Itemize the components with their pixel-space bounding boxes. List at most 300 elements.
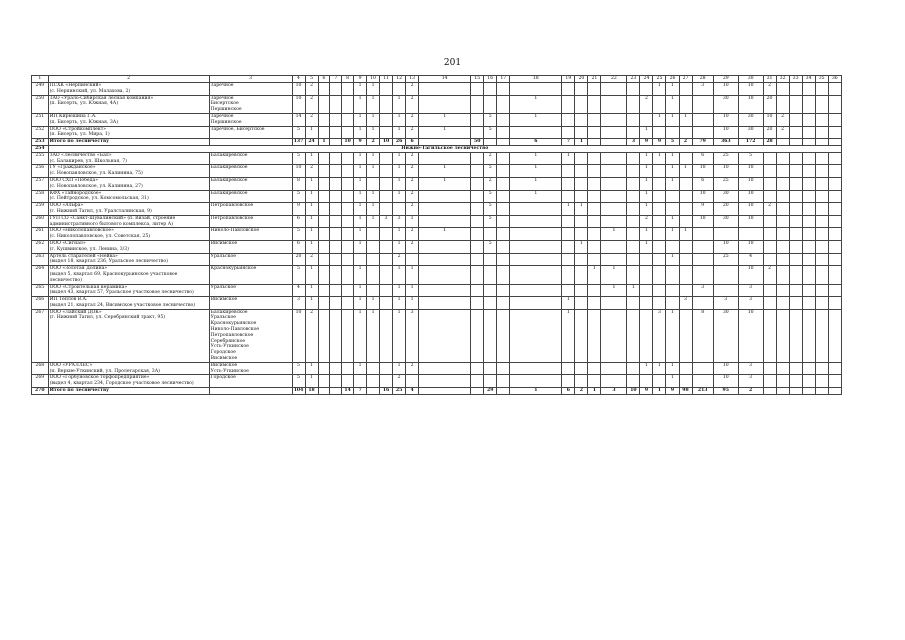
value-cell bbox=[497, 165, 510, 178]
column-header: 32 bbox=[776, 76, 789, 83]
value-cell bbox=[601, 177, 627, 190]
value-cell: 1 bbox=[393, 266, 406, 284]
value-cell bbox=[653, 375, 666, 388]
value-cell bbox=[763, 190, 776, 203]
value-cell bbox=[510, 240, 562, 253]
row-number: 253 bbox=[32, 139, 49, 146]
value-cell bbox=[776, 228, 789, 241]
value-cell: 2 bbox=[640, 95, 653, 113]
row-number: 258 bbox=[32, 190, 49, 203]
row-number: 259 bbox=[32, 203, 49, 216]
value-cell: 1 bbox=[354, 190, 367, 203]
value-cell: 1 bbox=[367, 152, 380, 165]
value-cell: 2 bbox=[406, 177, 419, 190]
value-cell bbox=[562, 228, 575, 241]
value-cell bbox=[330, 95, 342, 113]
value-cell: 1 bbox=[666, 253, 679, 266]
table-row bbox=[32, 266, 842, 284]
value-cell bbox=[380, 83, 393, 96]
forestry-area: Балакиревское bbox=[209, 190, 292, 203]
value-cell: 1 bbox=[666, 83, 679, 96]
value-cell bbox=[471, 215, 484, 228]
value-cell: 6 bbox=[692, 152, 713, 165]
value-cell bbox=[497, 253, 510, 266]
column-header: 15 bbox=[471, 76, 484, 83]
value-cell bbox=[653, 95, 666, 113]
value-cell bbox=[588, 83, 601, 96]
value-cell bbox=[575, 126, 588, 139]
value-cell: 2 bbox=[393, 253, 406, 266]
value-cell bbox=[471, 126, 484, 139]
value-cell bbox=[342, 126, 354, 139]
value-cell bbox=[666, 284, 679, 297]
value-cell: 1 bbox=[419, 228, 471, 241]
value-cell bbox=[627, 95, 640, 113]
column-header: 9 bbox=[354, 76, 367, 83]
value-cell bbox=[828, 309, 841, 362]
value-cell bbox=[713, 266, 738, 284]
value-cell bbox=[776, 284, 789, 297]
value-cell bbox=[789, 83, 802, 96]
column-header: 35 bbox=[815, 76, 828, 83]
value-cell bbox=[692, 362, 713, 375]
value-cell: 1 bbox=[575, 139, 588, 146]
value-cell: 1 bbox=[510, 190, 562, 203]
value-cell bbox=[342, 95, 354, 113]
value-cell bbox=[342, 83, 354, 96]
value-cell: 24 bbox=[305, 139, 318, 146]
value-cell bbox=[342, 362, 354, 375]
value-cell: 1 bbox=[367, 126, 380, 139]
value-cell bbox=[692, 253, 713, 266]
table-row bbox=[32, 113, 842, 126]
value-cell: 1 bbox=[406, 266, 419, 284]
organization-name: ООО «Альфа» (г. Нижний Тагил, ул. Уралсталинская, 9) bbox=[48, 203, 209, 216]
organization-name: ООО СХП «Победа» (с. Новопавловское, ул. Калинина, 27) bbox=[48, 177, 209, 190]
value-cell: 2 bbox=[367, 139, 380, 146]
value-cell bbox=[588, 215, 601, 228]
value-cell: 14 bbox=[342, 388, 354, 395]
value-cell bbox=[330, 190, 342, 203]
value-cell bbox=[484, 253, 497, 266]
value-cell bbox=[653, 203, 666, 216]
value-cell: 10 bbox=[692, 215, 713, 228]
value-cell: 2 bbox=[763, 266, 776, 284]
value-cell bbox=[419, 375, 471, 388]
value-cell bbox=[789, 297, 802, 310]
value-cell: 1 bbox=[562, 152, 575, 165]
value-cell: 10 bbox=[292, 165, 305, 178]
value-cell: 1 bbox=[393, 165, 406, 178]
value-cell: 30 bbox=[713, 95, 738, 113]
table-row bbox=[32, 177, 842, 190]
value-cell: 5 bbox=[484, 215, 497, 228]
value-cell: 1 bbox=[679, 165, 692, 178]
value-cell: 1 bbox=[601, 284, 627, 297]
value-cell bbox=[471, 83, 484, 96]
value-cell bbox=[575, 215, 588, 228]
organization-name: КФХ «Тайнородское» (с. Пейтродское, ул. Комсомольская, 31) bbox=[48, 190, 209, 203]
value-cell bbox=[318, 126, 330, 139]
row-number: 264 bbox=[32, 266, 49, 284]
value-cell: 1 bbox=[419, 113, 471, 126]
value-cell: 1 bbox=[354, 240, 367, 253]
value-cell bbox=[776, 203, 789, 216]
value-cell: 2 bbox=[763, 203, 776, 216]
value-cell: 2 bbox=[393, 375, 406, 388]
value-cell bbox=[776, 165, 789, 178]
value-cell bbox=[510, 375, 562, 388]
value-cell bbox=[815, 388, 828, 395]
value-cell bbox=[692, 126, 713, 139]
column-header: 4 bbox=[292, 76, 305, 83]
value-cell: 30 bbox=[738, 113, 763, 126]
row-number: 255 bbox=[32, 152, 49, 165]
value-cell bbox=[789, 190, 802, 203]
value-cell: 3 bbox=[738, 284, 763, 297]
value-cell bbox=[471, 266, 484, 284]
value-cell bbox=[802, 266, 815, 284]
forestry-area: Заречное Бисертское Першинское bbox=[209, 95, 292, 113]
value-cell bbox=[802, 309, 815, 362]
value-cell bbox=[627, 83, 640, 96]
value-cell bbox=[380, 284, 393, 297]
value-cell bbox=[828, 284, 841, 297]
value-cell: 5 bbox=[292, 266, 305, 284]
value-cell: 1 bbox=[367, 83, 380, 96]
value-cell bbox=[815, 83, 828, 96]
value-cell bbox=[763, 152, 776, 165]
column-header: 30 bbox=[738, 76, 763, 83]
value-cell bbox=[828, 139, 841, 146]
value-cell bbox=[510, 126, 562, 139]
value-cell: 2 bbox=[406, 126, 419, 139]
value-cell bbox=[653, 253, 666, 266]
value-cell: 1 bbox=[640, 190, 653, 203]
value-cell: 1 bbox=[653, 362, 666, 375]
organization-name: ООО «Горбуновское торфопредприятие» (выдел 4, квартал 234, Городское участковое лесничество) bbox=[48, 375, 209, 388]
value-cell bbox=[330, 139, 342, 146]
value-cell bbox=[679, 375, 692, 388]
value-cell bbox=[588, 95, 601, 113]
value-cell bbox=[367, 240, 380, 253]
value-cell bbox=[330, 113, 342, 126]
value-cell bbox=[679, 362, 692, 375]
value-cell bbox=[471, 177, 484, 190]
value-cell: 10 bbox=[738, 95, 763, 113]
value-cell bbox=[484, 83, 497, 96]
value-cell: 2 bbox=[305, 83, 318, 96]
table-row bbox=[32, 309, 842, 362]
value-cell: 1 bbox=[666, 152, 679, 165]
value-cell: 1 bbox=[354, 297, 367, 310]
value-cell bbox=[484, 95, 497, 113]
value-cell: 10 bbox=[692, 190, 713, 203]
forestry-area: Висимское bbox=[209, 297, 292, 310]
value-cell: 3 bbox=[393, 215, 406, 228]
value-cell bbox=[627, 113, 640, 126]
value-cell: 1 bbox=[305, 215, 318, 228]
column-header: 34 bbox=[802, 76, 815, 83]
value-cell bbox=[406, 253, 419, 266]
value-cell bbox=[776, 240, 789, 253]
value-cell bbox=[342, 215, 354, 228]
organization-name: ПСХК «Нерпинский» (с. Нерпинский, ул. Малахова, 2) bbox=[48, 83, 209, 96]
value-cell bbox=[815, 309, 828, 362]
value-cell: 16 bbox=[380, 388, 393, 395]
column-header: 36 bbox=[828, 76, 841, 83]
value-cell: 3 bbox=[601, 388, 627, 395]
value-cell bbox=[763, 228, 776, 241]
value-cell bbox=[802, 126, 815, 139]
value-cell bbox=[802, 215, 815, 228]
value-cell: 9 bbox=[640, 139, 653, 146]
column-header: 28 bbox=[692, 76, 713, 83]
value-cell bbox=[601, 362, 627, 375]
value-cell bbox=[342, 253, 354, 266]
value-cell bbox=[588, 375, 601, 388]
value-cell bbox=[815, 228, 828, 241]
value-cell: 10 bbox=[692, 165, 713, 178]
value-cell: 2 bbox=[406, 113, 419, 126]
row-number: 263 bbox=[32, 253, 49, 266]
value-cell bbox=[342, 228, 354, 241]
value-cell bbox=[828, 190, 841, 203]
forestry-area: Балакиревское bbox=[209, 152, 292, 165]
value-cell bbox=[692, 95, 713, 113]
value-cell bbox=[763, 297, 776, 310]
value-cell bbox=[484, 297, 497, 310]
value-cell bbox=[828, 297, 841, 310]
value-cell: 6 bbox=[692, 177, 713, 190]
value-cell bbox=[815, 139, 828, 146]
value-cell: 2 bbox=[763, 83, 776, 96]
forestry-area: Уральское bbox=[209, 284, 292, 297]
value-cell bbox=[367, 284, 380, 297]
value-cell: 26 bbox=[393, 139, 406, 146]
value-cell: 3 bbox=[292, 297, 305, 310]
value-cell bbox=[640, 309, 653, 362]
value-cell: 1 bbox=[406, 297, 419, 310]
value-cell: 10 bbox=[292, 309, 305, 362]
value-cell bbox=[627, 165, 640, 178]
value-cell bbox=[588, 113, 601, 126]
value-cell bbox=[419, 240, 471, 253]
value-cell: 1 bbox=[666, 177, 679, 190]
value-cell bbox=[510, 253, 562, 266]
value-cell bbox=[342, 152, 354, 165]
value-cell bbox=[588, 284, 601, 297]
value-cell bbox=[419, 266, 471, 284]
value-cell: 5 bbox=[484, 203, 497, 216]
value-cell bbox=[342, 203, 354, 216]
value-cell bbox=[692, 113, 713, 126]
value-cell bbox=[789, 284, 802, 297]
value-cell: 6 bbox=[292, 215, 305, 228]
value-cell: 1 bbox=[640, 228, 653, 241]
value-cell bbox=[789, 388, 802, 395]
value-cell bbox=[789, 152, 802, 165]
value-cell: 1 bbox=[393, 190, 406, 203]
value-cell: 7 bbox=[354, 388, 367, 395]
value-cell: 5 bbox=[292, 375, 305, 388]
value-cell: 1 bbox=[510, 113, 562, 126]
value-cell: 1 bbox=[354, 266, 367, 284]
table-row bbox=[32, 165, 842, 178]
value-cell bbox=[575, 177, 588, 190]
value-cell bbox=[471, 309, 484, 362]
value-cell: 10 bbox=[738, 203, 763, 216]
value-cell bbox=[789, 240, 802, 253]
column-header: 11 bbox=[380, 76, 393, 83]
value-cell bbox=[828, 203, 841, 216]
table-row bbox=[32, 190, 842, 203]
value-cell bbox=[497, 139, 510, 146]
column-header: 8 bbox=[342, 76, 354, 83]
table-row bbox=[32, 83, 842, 96]
value-cell bbox=[380, 95, 393, 113]
value-cell: 1 bbox=[653, 113, 666, 126]
value-cell bbox=[419, 152, 471, 165]
value-cell bbox=[318, 228, 330, 241]
value-cell bbox=[802, 113, 815, 126]
value-cell bbox=[789, 139, 802, 146]
value-cell bbox=[484, 228, 497, 241]
value-cell bbox=[380, 309, 393, 362]
value-cell: 2 bbox=[406, 228, 419, 241]
section-row bbox=[32, 145, 842, 152]
value-cell bbox=[419, 362, 471, 375]
value-cell: 3 bbox=[738, 375, 763, 388]
value-cell bbox=[318, 284, 330, 297]
value-cell: 1 bbox=[510, 388, 562, 395]
value-cell bbox=[330, 228, 342, 241]
organization-name: ООО «Строительная керамика» (выдел 43, квартал 57, Уральское участковое лесничество) bbox=[48, 284, 209, 297]
value-cell bbox=[627, 297, 640, 310]
row-number: 260 bbox=[32, 215, 49, 228]
value-cell bbox=[738, 228, 763, 241]
value-cell bbox=[588, 139, 601, 146]
value-cell bbox=[789, 215, 802, 228]
value-cell bbox=[380, 240, 393, 253]
value-cell bbox=[484, 139, 497, 146]
value-cell bbox=[653, 284, 666, 297]
value-cell bbox=[318, 309, 330, 362]
value-cell bbox=[627, 126, 640, 139]
organization-name: ЗАО «Урало-Сибирская лесная компания» (п. Бисерть, ул. Южная, 4А) bbox=[48, 95, 209, 113]
value-cell bbox=[815, 177, 828, 190]
organization-name: Итого по лесничеству bbox=[48, 388, 209, 395]
value-cell: 1 bbox=[393, 362, 406, 375]
table-row bbox=[32, 126, 842, 139]
value-cell bbox=[575, 375, 588, 388]
value-cell bbox=[815, 284, 828, 297]
value-cell bbox=[666, 190, 679, 203]
value-cell: 1 bbox=[367, 95, 380, 113]
value-cell: 6 bbox=[292, 240, 305, 253]
row-number: 254 bbox=[32, 145, 49, 152]
value-cell bbox=[497, 177, 510, 190]
value-cell bbox=[471, 113, 484, 126]
value-cell bbox=[367, 253, 380, 266]
value-cell: 2 bbox=[776, 126, 789, 139]
value-cell bbox=[640, 113, 653, 126]
row-number: 269 bbox=[32, 375, 49, 388]
value-cell bbox=[562, 126, 575, 139]
value-cell: 2 bbox=[406, 165, 419, 178]
value-cell bbox=[601, 375, 627, 388]
value-cell: 10 bbox=[713, 165, 738, 178]
column-header: 25 bbox=[653, 76, 666, 83]
row-number: 250 bbox=[32, 95, 49, 113]
value-cell bbox=[776, 388, 789, 395]
table-row bbox=[32, 215, 842, 228]
value-cell bbox=[653, 215, 666, 228]
value-cell bbox=[802, 297, 815, 310]
column-header: 27 bbox=[679, 76, 692, 83]
value-cell bbox=[692, 240, 713, 253]
value-cell bbox=[330, 215, 342, 228]
value-cell bbox=[679, 284, 692, 297]
value-cell: 1 bbox=[354, 152, 367, 165]
value-cell: 1 bbox=[510, 165, 562, 178]
value-cell: 1 bbox=[305, 177, 318, 190]
column-header: 13 bbox=[406, 76, 419, 83]
value-cell bbox=[815, 203, 828, 216]
value-cell bbox=[601, 215, 627, 228]
value-cell bbox=[653, 228, 666, 241]
value-cell: 25 bbox=[713, 253, 738, 266]
organization-name: Артель старателей «Нейва» (выдел 18, квартал 236, Уральское лесничество) bbox=[48, 253, 209, 266]
value-cell bbox=[562, 83, 575, 96]
value-cell: 1 bbox=[393, 177, 406, 190]
value-cell bbox=[627, 253, 640, 266]
value-cell bbox=[575, 309, 588, 362]
value-cell: 1 bbox=[305, 266, 318, 284]
value-cell bbox=[330, 203, 342, 216]
value-cell: 1 bbox=[354, 113, 367, 126]
value-cell: 2 bbox=[406, 190, 419, 203]
value-cell: 5 bbox=[484, 240, 497, 253]
value-cell bbox=[653, 297, 666, 310]
value-cell bbox=[776, 139, 789, 146]
value-cell bbox=[815, 266, 828, 284]
value-cell: 30 bbox=[738, 126, 763, 139]
value-cell: 14 bbox=[292, 113, 305, 126]
forestry-area: Балакиревское bbox=[209, 177, 292, 190]
value-cell: 1 bbox=[393, 284, 406, 297]
value-cell: 1 bbox=[406, 215, 419, 228]
value-cell bbox=[776, 362, 789, 375]
value-cell: 1 bbox=[354, 126, 367, 139]
value-cell bbox=[815, 362, 828, 375]
value-cell: 10 bbox=[738, 266, 763, 284]
value-cell: 1 bbox=[367, 113, 380, 126]
value-cell: 1 bbox=[393, 126, 406, 139]
value-cell bbox=[419, 253, 471, 266]
value-cell bbox=[471, 253, 484, 266]
forestry-area: Балакиревское Уральское Краснокурьинское Николо-Павловское Петропавловское Серебрянское Усть-Уткинское Городское Висимское bbox=[209, 309, 292, 362]
value-cell: 30 bbox=[713, 190, 738, 203]
value-cell: 1 bbox=[666, 309, 679, 362]
value-cell: 1 bbox=[354, 284, 367, 297]
value-cell bbox=[497, 190, 510, 203]
organization-name: ООО «Николопавловское» (с. Николопавловское, ул. Советская, 25) bbox=[48, 228, 209, 241]
column-header: 17 bbox=[497, 76, 510, 83]
value-cell bbox=[484, 284, 497, 297]
value-cell bbox=[510, 266, 562, 284]
value-cell: 1 bbox=[640, 152, 653, 165]
